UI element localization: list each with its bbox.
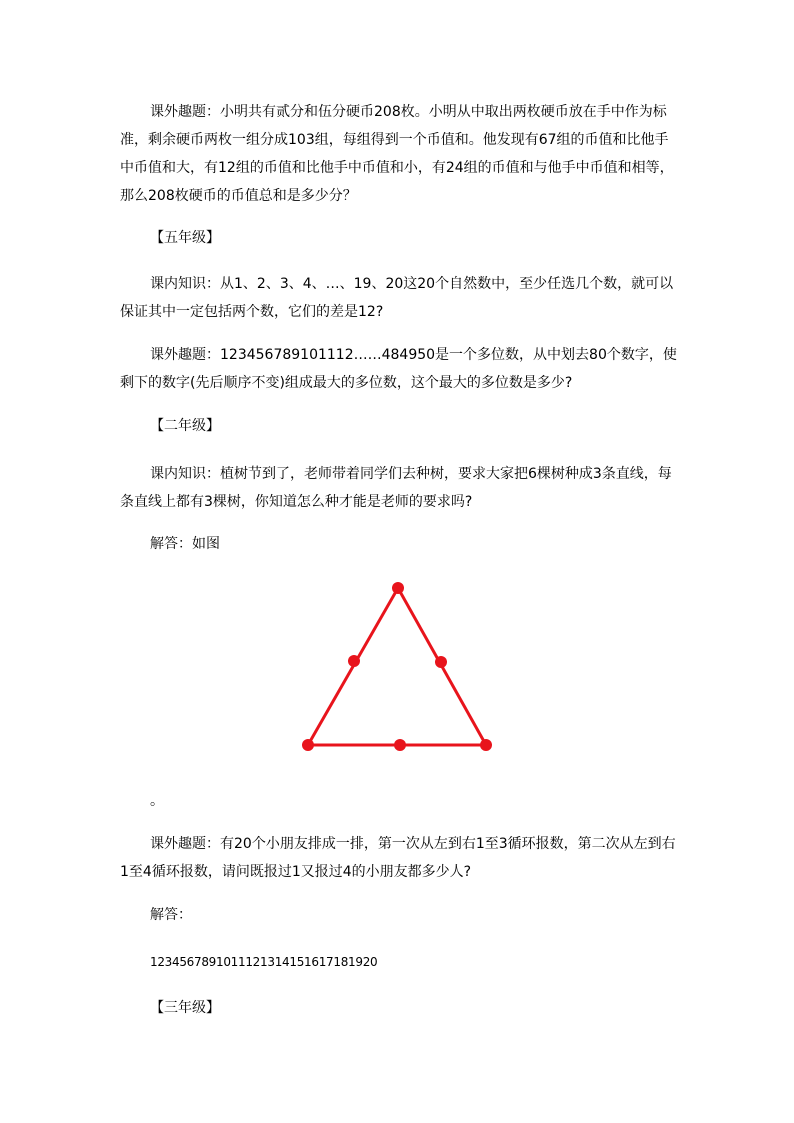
grade2-knowledge-paragraph: 课内知识：植树节到了，老师带着同学们去种树，要求大家把6棵树种成3条直线，每条直线上都有3棵树，你知道怎么种才能是老师的要求吗? <box>120 466 672 510</box>
grade5-knowledge-paragraph: 课内知识：从1、2、3、4、…、19、20这20个自然数中，至少任选几个数，就可以保证其中一定包括两个数，它们的差是12? <box>120 276 674 320</box>
grade5-heading: 【五年级】 <box>150 230 220 246</box>
tree-bottom-mid <box>394 739 406 751</box>
grade2-heading: 【二年级】 <box>150 418 220 434</box>
puzzle-coins-paragraph: 课外趣题：小明共有贰分和伍分硬币208枚。小明从中取出两枚硬币放在手中作为标准，剩余硬币两枚一组分成103组，每组得到一个币值和。他发现有67组的币值和比他手中币值和大，有12组的币值和比他手中币值和小，有24组的币值和与他手中币值和相等，那么208枚硬币的币值总和是多少分？ <box>120 104 674 204</box>
answer-label-figure: 解答：如图 <box>150 536 220 552</box>
figure-period: 。 <box>150 793 164 809</box>
grade3-heading: 【三年级】 <box>150 1000 220 1016</box>
tree-bottom-right <box>480 739 492 751</box>
tree-right-mid <box>435 656 447 668</box>
tree-bottom-left <box>302 739 314 751</box>
tree-left-mid <box>348 655 360 667</box>
grade2-puzzle-paragraph: 课外趣题：有20个小朋友排成一排，第一次从左到右1至3循环报数，第二次从左到右1至4循环报数，请问既报过1又报过4的小朋友都多少人? <box>120 836 676 880</box>
answer-label: 解答： <box>150 907 192 923</box>
grade5-puzzle-paragraph: 课外趣题：123456789101112……484950是一个多位数，从中划去80个数字，使剩下的数字(先后顺序不变)组成最大的多位数，这个最大的多位数是多少? <box>120 347 677 391</box>
digit-sequence: 1234567891011121314151617181920 <box>150 955 378 969</box>
tree-triangle-figure <box>290 575 510 765</box>
tree-top <box>392 582 404 594</box>
